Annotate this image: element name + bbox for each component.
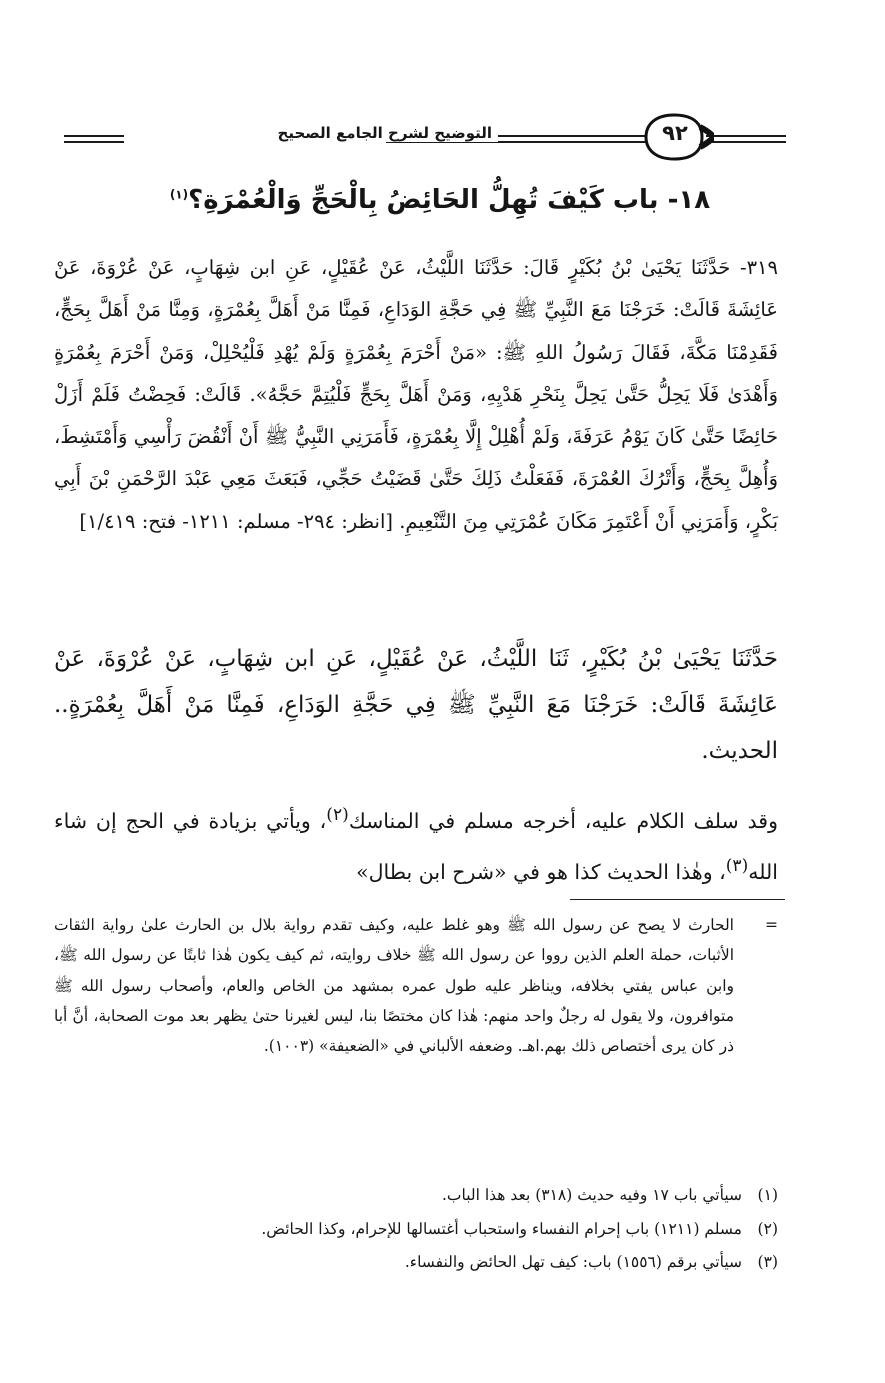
footnote-continuation-text: الحارث لا يصح عن رسول الله ﷺ وهو غلط عليه، وكيف تقدم رواية بلال بن الحارث علىٰ رواية الثقات الأثبات، حملة العلم الذين رووا عن رسول الله ﷺ خلاف روايته، ثم كيف يكون هٰذا ثابتًا عن رسول الله ﷺ، وابن عباس يفتي بخلافه، ويناظر عليه طول عمره بمشهد من الخاص والعام، وأصحاب رسول الله ﷺ متوافرون، ولا يقول له رجلٌ واحد منهم: هٰذا كان مختصًا بنا، ليس لغيرنا حتىٰ يظهر بعد موت الصحابة، أنَّ أبا ذر كان يرى أختصاص ذلك بهم.اهـ. وضعفه الألباني في «الضعيفة» (١٠٠٣). [54,916,734,1056]
header-rule-right-bottom [706,141,786,143]
remark-ref-2: (٢) [326,805,349,825]
footnote-number: (٢) [757,1220,778,1238]
page-number-badge [642,111,714,163]
remark-part-3: ، وهٰذا الحديث كذا هو في «شرح ابن بطال» [356,859,726,884]
chapter-heading-text: ١٨- باب كَيْفَ تُهِلُّ الحَائِضُ بِالْحَجِّ وَالْعُمْرَةِ؟ [188,185,711,215]
chapter-footnote-ref: (١) [169,187,189,202]
header-rule-left-top [64,135,124,137]
footnote-1 [54,1181,778,1209]
footnote-separator [570,899,785,900]
hadith-refs: [انظر: ٢٩٤- مسلم: ١٢١١- فتح: ١/٤١٩] [79,509,394,533]
page-number: ٩٢ [662,121,688,145]
page-header [56,108,786,164]
footnote-2 [54,1215,778,1243]
footnote-3 [54,1248,778,1276]
footnote-number: (٣) [757,1253,778,1271]
hadith-paragraph [54,247,778,543]
footnote-number: (١) [757,1186,778,1204]
remark-part-1: وقد سلف الكلام عليه، أخرجه مسلم في المناسك [348,808,778,833]
header-rule-right-top [706,135,786,137]
footnote-text: مسلم (١٢١١) باب إحرام النفساء واستحباب أغتسالها للإحرام، وكذا الحائض. [261,1220,742,1238]
chapter-heading [70,185,810,215]
footnote-text: سيأتي برقم (١٥٥٦) باب: كيف تهل الحائض والنفساء. [404,1253,742,1271]
continuation-marker: = [765,916,778,934]
running-title: التوضيح لشرح الجامع الصحيح [272,124,498,142]
remark-part-2: ، ويأتي بزيادة في الحج إن شاء الله [54,808,778,884]
footnote-text: سيأتي باب ١٧ وفيه حديث (٣١٨) بعد هذا الباب. [441,1186,742,1204]
remark-paragraph [54,793,778,895]
hadith-text: ٣١٩- حَدَّثَنَا يَحْيَىٰ بْنُ بُكَيْرٍ قَالَ: حَدَّثَنَا اللَّيْثُ، عَنْ عُقَيْلٍ، عَنِ ابن شِهَابٍ، عَنْ عُرْوَةَ، عَنْ عَائِشَةَ قَالَتْ: خَرَجْنَا مَعَ النَّبِيِّ ﷺ فِي حَجَّةِ الوَدَاعِ، فَمِنَّا مَنْ أَهَلَّ بِعُمْرَةٍ، وَمِنَّا مَنْ أَهَلَّ بِحَجٍّ، فَقَدِمْنَا مَكَّةَ، فَقَالَ رَسُولُ اللهِ ﷺ: «مَنْ أَحْرَمَ بِعُمْرَةٍ وَلَمْ يُهْدِ فَلْيُحْلِلْ، وَمَنْ أَحْرَمَ بِعُمْرَةٍ وَأَهْدَىٰ فَلَا يَحِلُّ حَتَّىٰ يَحِلَّ بِنَحْرِ هَدْيِهِ، وَمَنْ أَهَلَّ بِحَجٍّ فَلْيُتِمَّ حَجَّهُ». قَالَتْ: فَحِضْتُ فَلَمْ أَزَلْ حَائِضًا حَتَّىٰ كَانَ يَوْمُ عَرَفَةَ، وَلَمْ أُهْلِلْ إِلَّا بِعُمْرَةٍ، فَأَمَرَنِي النَّبِيُّ ﷺ أَنْ أَنْقُضَ رَأْسِي وَأَمْتَشِطَ، وَأُهِلَّ بِحَجٍّ، وَأَتْرُكَ العُمْرَةَ، فَفَعَلْتُ ذَلِكَ حَتَّىٰ قَضَيْتُ حَجِّي، فَبَعَثَ مَعِي عَبْدَ الرَّحْمَنِ بْنَ أَبِي بَكْرٍ، وَأَمَرَنِي أَنْ أَعْتَمِرَ مَكَانَ عُمْرَتِي مِنَ التَّنْعِيمِ. [54,256,778,533]
remark-ref-3: (٣) [725,855,749,876]
header-rule-left-bottom [64,141,124,143]
footnote-continuation [54,910,778,1061]
commentary-paragraph: حَدَّثَنَا يَحْيَىٰ بْنُ بُكَيْرٍ، ثَنَا اللَّيْثُ، عَنْ عُقَيْلٍ، عَنِ ابن شِهَابٍ، عَنْ عُرْوَةَ، عَنْ عَائِشَةَ قَالَتْ: خَرَجْنَا مَعَ النَّبِيِّ ﷺ فِي حَجَّةِ الوَدَاعِ، فَمِنَّا مَنْ أَهَلَّ بِعُمْرَةٍ.. الحديث. [54,646,778,764]
